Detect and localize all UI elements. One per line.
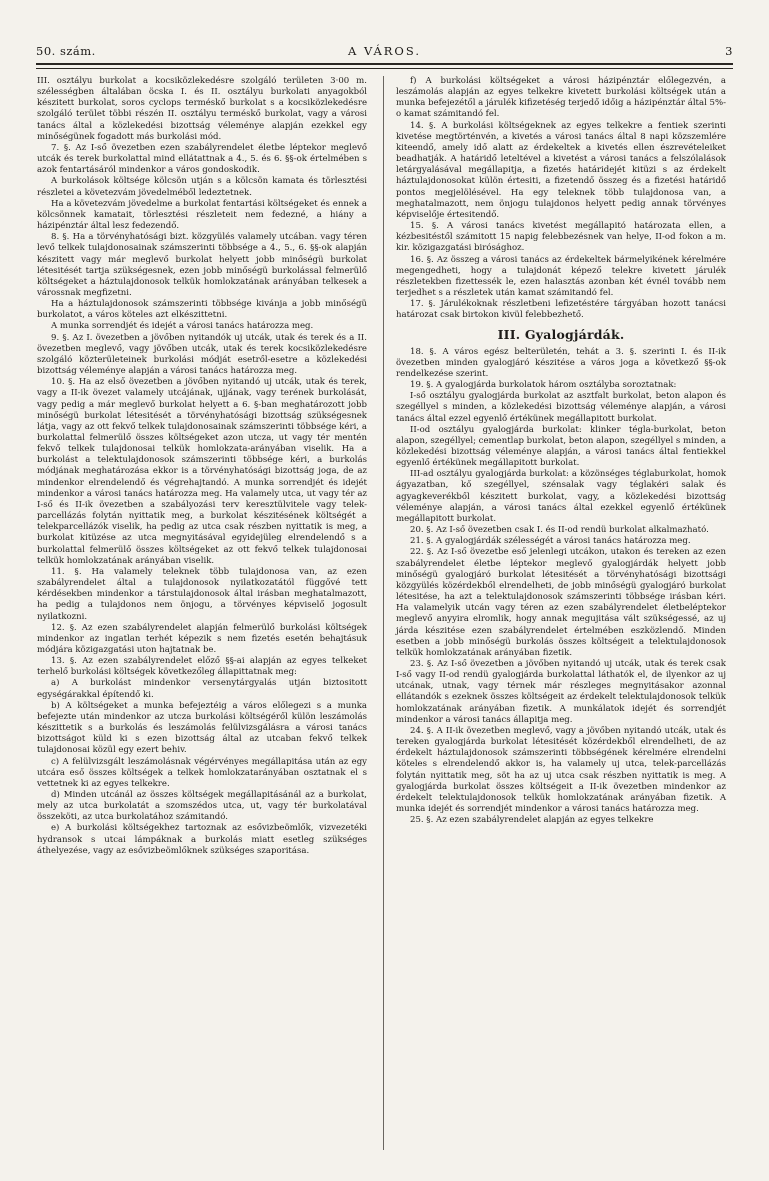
paragraph: 25. §. Az ezen szabályrendelet alapján az egyes telkekre xyxy=(410,815,654,826)
paragraph: 13. §. Az ezen szabályrendelet előző §§-ai alapján az egyes telkeket terhelő burkolási költségek következőleg állapittatnak meg: xyxy=(37,656,367,678)
header-rule xyxy=(36,63,733,69)
paragraph: A munka sorrendjét és idejét a városi tanács határozza meg. xyxy=(51,321,314,332)
paragraph: 17. §. Járulékoknak részletbeni lefizetéstére tárgyában hozott tanácsi határozat csak birtokon kivül felebbezhető. xyxy=(396,299,726,321)
paragraph: Ha a háztulajdonosok számszerinti többsége kivánja a jobb minőségü burkolatot, a város köteles azt elkészittetni. xyxy=(37,299,367,321)
column-divider xyxy=(383,76,384,1150)
paragraph: 24. §. A II-ik övezetben meglevő, vagy a jövőben nyitandó utcák, utak és tereken gyalogjárda burkolat létesitését közérdekből elrendelheti, de az érdekelt háztulajdonosok számszerinti többségének kérelmére elrendelni köteles s elrendelendő akkor is, ha valamely uj utca, telek-parcellázás folytán nyittatik meg, söt ha az uj utca csak részben nyittatik is meg. A gyalogjárda burkolat összes költségeit a II-ik övezetben mindenkor az érdekelt telektulajdonosok telkük homlokzatának arányában fizetik. A munka idejét és sorrendjét mindenkor a városi tanács határozza meg. xyxy=(396,725,726,814)
page-header xyxy=(36,44,733,62)
section-heading: III. Gyalogjárdák. xyxy=(497,327,625,343)
paragraph: 12. §. Az ezen szabályrendelet alapján felmerülő burkolási költségek mindenkor az ingatlan terhét képezik s nem fizetés esetén behajtásuk módjára közigazgatási uton hajtatnak be. xyxy=(37,622,367,655)
paragraph: 16. §. Az összeg a városi tanács az érdekeltek bármelyikének kérelmére megengedheti, hogy a tulajdonát képező telekre kivetett járulék részletekben fizettessék le, ezen halasztás azonban két évnél tovább nem terjedhet s a részletek után kamat számitandó fel. xyxy=(396,254,726,298)
paragraph: III-ad osztályu gyalogjárda burkolat: a közönséges téglaburkolat, homok ágyazatban, kő szegéllyel, szénsalak vagy téglakéri salak és agyagkeverékből készitett burkolat, vagy, a közlekedési bizottság véleménye alapján, a városi tanács által ezekkel egyenlő értékünek megállapitott burkolat. xyxy=(396,469,726,524)
paragraph: 14. §. A burkolási költségeknek az egyes telkekre a fentiek szerinti kivetése megtörténvén, a kivetés a városi tanács által 8 napi közszemlére kiteendő, amely idő alatt az érdekeltek a kivetés ellen észrevételeiket beadhatják. A határidő leteltével a kivetést a városi tanács a felszólalások letárgyalásával megállapitja, a fizetés határidejét kitüzi s az érdekelt háztulajdonosokat külön értesiti, a fizetendő összeg és a fizetési határidő pontos megjelölésével. Ha egy teleknek több tulajdonosa van, a meghatalmazott, nem önjogu tulajdonos helyett pedig annak törvényes képviselője értesitendő. xyxy=(396,120,726,220)
paragraph: d) Minden utcánál az összes költségek megállapitásánál az a burkolat, mely az utca burkolatát a szomszédos utca, ut, vagy tér burkolatával összeköti, az utca burkolatához számitandó. xyxy=(37,790,367,823)
paragraph: 11. §. Ha valamely teleknek több tulajdonosa van, az ezen szabályrendelet által a tulajdonosok nyilatkozatától függővé tett kérdésekben mindenkor a társtulajdonosok által irásban meghatalmazott, ha pedig a tulajdonos nem önjogu, a törvényes képviselő jogosult nyilatkozni. xyxy=(37,566,367,622)
page-number: 3 xyxy=(725,44,733,58)
paragraph: 23. §. Az I-ső övezetben a jövőben nyitandó uj utcák, utak és terek csak I-ső vagy II-od rendü gyalogjárda burkolattal láthatók el, de ilyenkor az uj utcának, utnak, vagy térnek már részleges megnyitásakor azonnal ellátandók s ezeknek összes költségeit az érdekelt telektulajdonosok telkük homlokzatának arányában fizetik. A munkálatok idejét és sorrendjét mindenkor a városi tanács állapitja meg. xyxy=(396,658,726,725)
paragraph: 10. §. Ha az első övezetben a jövőben nyitandó uj utcák, utak és terek, vagy a II-ik övezet valamely utcájának, ujjának, vagy terének burkolását, vagy pedig a már meglevő burkolat helyett a 6. §-ban meghatározott jobb minőségü burkolat létesitését a törvényhatósági bizottság szükségesnek látja, vagy az ott fekvő telkek tulajdonosainak számszerinti többsége kéri, a burkolattal felmerülő összes költségeket azon utcza, ut vagy tér mentén fekvő telkek tulajdonosai telkük homlokzata-arányában viselik. Ha a burkolást a telektulajdonosok számszerinti többsége kéri, a burkolás módjának meghatározása ekkor is a törvényhatósági bizottság joga, de az mindenkor elrendelendő és végrehajtandó. A munka sorrendjét és idejét mindenkor a városi tanács határozza meg. Ha valamely utca, ut vagy tér az I-ső és II-ik övezetben a szabályozási terv keresztülvitele vagy telek-parcellázás folytán nyittatik meg, a burkolat készitésének költségét a telekparcellázók viselik, ha pedig az utca csak részben nyittatik is meg, a burkolat kitüzése az utca megnyitásával egyidejüleg elrendelendő s a burkolattal felmerülő összes költségeket az ott fekvő telkek tulajdonosai telkük homlokzatának arányában viselik. xyxy=(37,377,367,566)
paragraph: 18. §. A város egész belterületén, tehát a 3. §. szerinti I. és II-ik övezetben minden gyalogjáró készitése a város joga a következő §§-ok rendelkezése szerint. xyxy=(396,346,726,379)
left-column xyxy=(37,76,367,857)
paragraph: b) A költségeket a munka befejeztéig a város előlegezi s a munka befejezte után mindenkor az utcza burkolási költségéről külön leszámolás készittetik s a burkolás és leszámolás felülvizsgálásra a városi tanács bizottságot küld ki s ezen bizottság által az utcaban fekvő telkek tulajdonosai közül egy ezert behiv. xyxy=(37,700,367,756)
paragraph: A burkolások költsége kölcsön utján s a kölcsön kamata és törlesztési részletei a követezvám jövedelméből ledeztetnek. xyxy=(37,176,367,198)
paragraph: 20. §. Az I-ső övezetben csak I. és II-od rendü burkolat alkalmazható. xyxy=(410,525,709,536)
paragraph: III. osztályu burkolat a kocsiközlekedésre szolgáló területen 3·00 m. szélességben általában öcska I. és II. osztályu burkolati anyagokból készitett burkolat, soros cyclops terméskő burkolat s a kocsiközlekedésre szolgáló terület többi részén II. osztályu terméskő burkolat, vagy a városi tanács által a közlekedési bizottság véleménye alapján ezekkel egy minőségünek fogadott más burkolási mód. xyxy=(37,76,367,142)
publication-title: A VÁROS. xyxy=(347,44,421,58)
issue-number: 50. szám. xyxy=(36,44,96,58)
paragraph: 7. §. Az I-ső övezetben ezen szabályrendelet életbe léptekor meglevő utcák és terek burkolattal mind ellátattnak a 4., 5. és 6. §§-ok értelmében s azok fentartásáról mindenkor a város gondoskodik. xyxy=(37,142,367,176)
paragraph: 22. §. Az I-ső övezetbe eső jelenlegi utcákon, utakon és tereken az ezen szabályrendelet életbe léptekor meglevő gyalogjárdák helyett jobb minőségü gyalogjáró burkolat létesitését a törvényhatósági bizottsági közgyülés közérdekből elrendelheti, de jobb minőségü gyalogjáró burkolat létesitése, ha azt a telektulajdonosok számszerinti többsége irásban kéri. Ha valamelyik utcán vagy téren az ezen szabályrendelet életbeléptekor meglevő anyyira elromlik, hogy annak megujitása vált szükségessé, az uj járda készitése ezen szabályrendelet értelmében eszközlendő. Minden esetben a jobb minőségü burkolás összes költségeit a telektulajdonosok telkük homlokzatának arányában fizetik. xyxy=(396,547,726,658)
paragraph: f) A burkolási költségeket a városi házipénztár előlegezvén, a leszámolás alapján az egyes telkekre kivetett burkolási költségek után a munka befejezétől a járulék kifizetéség terjedő időig a házipénztár által 5%-o kamat számitandó fel. xyxy=(396,76,726,120)
paragraph: 9. §. Az I. övezetben a jövőben nyitandók uj utcák, utak és terek és a II. övezetben meglevő, vagy jövőben utcák, utak és terek kocsiközlekedésre szolgáló közterületeinek burkolási módját esetről-esetre a közlekedési bizottság véleménye alapján a városi tanács határozza meg. xyxy=(37,332,367,377)
right-column xyxy=(396,76,726,826)
paragraph: 15. §. A városi tanács kivetést megállapitó határozata ellen, a kézbesitéstől számitott 15 napig felebbezésnek van helye, II-od fokon a m. kir. közigazgatási birósághoz. xyxy=(396,221,726,254)
paragraph: 19. §. A gyalogjárda burkolatok három osztályba soroztatnak: xyxy=(410,380,677,391)
paragraph: a) A burkolást mindenkor versenytárgyalás utján biztositott egységárakkal építendő ki. xyxy=(37,678,367,700)
paragraph: II-od osztályu gyalogjárda burkolat: klinker tégla-burkolat, beton alapon, szegéllyel; cementlap burkolat, beton alapon, szegéllyel s minden, a közlekedési bizottság véleménye alapján, a városi tanács által fentiekkel egyenlő értékünek megállapitott burkolat. xyxy=(396,424,726,469)
paragraph: Ha a követezvám jövedelme a burkolat fentartási költségeket és ennek a kölcsönnek kamatait, törlesztési részleteit nem fedezné, a hiány a házipénztár által lesz fedezendő. xyxy=(37,198,367,232)
paragraph: e) A burkolási költségekhez tartoznak az esővizbeömlők, vizvezetéki hydransok s utcai lámpáknak a burkolás miatt esetleg szükséges áthelyezése, vagy az esővizbeömlőknek szükséges szaporitása. xyxy=(37,823,367,856)
paragraph: 21. §. A gyalogjárdák szélességét a városi tanács határozza meg. xyxy=(410,536,691,547)
paragraph: I-ső osztályu gyalogjárda burkolat az asztfalt burkolat, beton alapon és szegéllyel s minden, a közlekedési bizottság véleménye alapján, a városi tanács által ezzel egyenlő értékünek megállapitott burkolat. xyxy=(396,391,726,424)
paragraph: 8. §. Ha a törvényhatósági bizt. közgyülés valamely utcában. vagy téren levő telkek tulajdonosainak számszerinti többsége a 4., 5., 6. §§-ok alapján készitett vagy már meglevő burkolat helyett jobb minőségü burkolat létesitését tartja szükségesnek, ezen jobb minőségü burkolással felmerülő költségeket a háztulajdonosok telkük homlokzatának arányában telkesek a várossnak megfizetni. xyxy=(37,232,367,298)
paragraph: c) A felülvizsgált leszámolásnak végérvényes megállapitása után az egy utcára eső összes költségek a telkek homlokzatarányában osztatnak el s vettetnek ki az egyes telkekre. xyxy=(37,756,367,789)
